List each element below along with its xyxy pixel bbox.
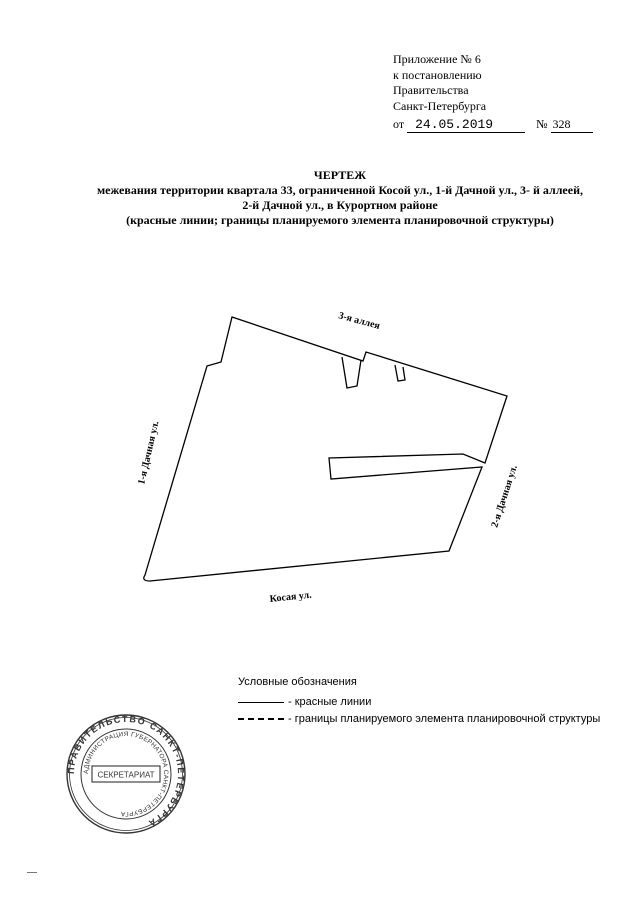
appendix-line-2: к постановлению: [393, 67, 482, 82]
legend-item-boundary: [238, 713, 600, 725]
document-date: 24.05.2019: [407, 117, 525, 133]
legend-item-red-lines: [238, 696, 371, 708]
number-prefix: №: [536, 117, 548, 131]
appendix-line-3: Правительства: [393, 83, 469, 97]
legend-item-label: - красные линии: [288, 696, 372, 708]
seal-inner-text: АДМИНИСТРАЦИЯ ГУБЕРНАТОРА САНКТ-ПЕТЕРБУРГА: [82, 730, 170, 818]
appendix-line-1: Приложение № 6: [393, 52, 481, 66]
seal-outer-text: ПРАВИТЕЛЬСТВО САНКТ-ПЕТЕРБУРГА: [65, 713, 187, 829]
document-number: 328: [551, 117, 593, 133]
seal-center-text: СЕКРЕТАРИАТ: [97, 770, 155, 780]
drawing-title-line-3: (красные линии; границы планируемого элемента планировочной структуры): [126, 213, 554, 227]
legend-dashed-line-sample: [238, 718, 284, 720]
drawing-title-line-1: межевания территории квартала 33, ограниченной Косой ул., 1-й Дачной ул., 3- й аллеей,: [96, 183, 583, 197]
drawing-heading: ЧЕРТЕЖ: [313, 168, 367, 182]
page-corner-mark: [27, 872, 37, 873]
block-boundary: [144, 317, 507, 581]
appendix-line-4: Санкт-Петербурга: [393, 98, 487, 113]
secretariat-seal: [64, 712, 188, 836]
street-label-bottom: Косая ул.: [269, 589, 313, 605]
legend-solid-line-sample: [238, 702, 284, 703]
street-label-top: 3-я аллея: [337, 310, 382, 332]
street-label-right: 2-я Дачная ул.: [489, 463, 520, 529]
street-label-left: 1-я Дачная ул.: [136, 419, 162, 486]
legend-title: Условные обозначения: [238, 676, 357, 688]
date-prefix: от: [393, 117, 405, 131]
drawing-title-line-2: 2-й Дачной ул., в Курортном районе: [242, 198, 438, 212]
inner-notch-left: [342, 357, 361, 388]
legend-item-label: - границы планируемого элемента планировочной структуры: [288, 713, 601, 725]
inner-notch-right: [395, 365, 405, 381]
